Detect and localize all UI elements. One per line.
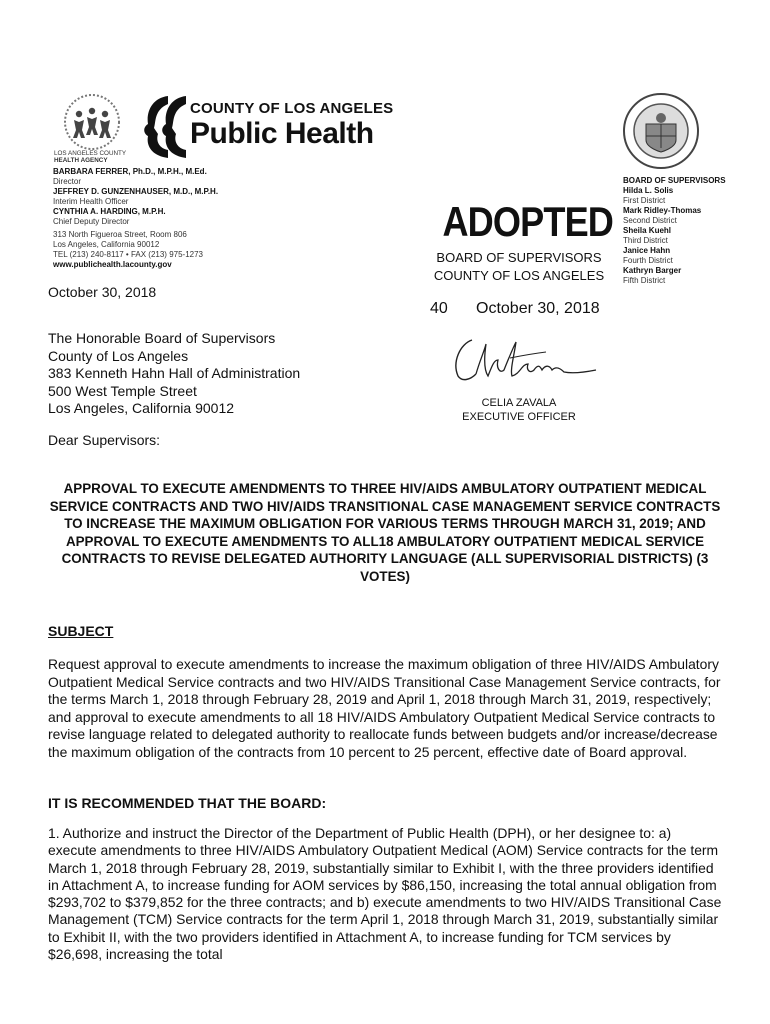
staff-title: Chief Deputy Director bbox=[53, 217, 130, 226]
address-line: The Honorable Board of Supervisors bbox=[48, 330, 276, 346]
supervisor-district: Fourth District bbox=[623, 256, 673, 265]
address-line: County of Los Angeles bbox=[48, 347, 189, 364]
staff-name: JEFFREY D. GUNZENHAUSER, M.D., M.P.H. bbox=[53, 187, 219, 196]
address-line: 313 North Figueroa Street, Room 806 bbox=[53, 230, 187, 239]
letter-heading: APPROVAL TO EXECUTE AMENDMENTS TO THREE HIV/AIDS AMBULATORY OUTPATIENT MEDICAL SERVICE CONTRACTS AND TWO HIV/AIDS TRANSITIONAL CASE MANAGEMENT SERVICE CONTRACTS TO INCREASE THE MAXIMUM OBLIGATION FOR VARIOUS TERMS THROUGH MARCH 31, 2019; AND APPROVAL TO EXECUTE AMENDMENTS TO ALL18 AMBULATORY OUTPATIENT MEDICAL SERVICE CONTRACTS TO REVISE DELEGATED AUTHORITY LANGUAGE (ALL SUPERVISORIAL DISTRICTS) (3 VOTES) bbox=[49, 481, 721, 584]
phone-fax: TEL (213) 240-8117 • FAX (213) 975-1273 bbox=[53, 250, 204, 259]
address-line: Los Angeles, California 90012 bbox=[53, 240, 160, 249]
subject-label: SUBJECT bbox=[48, 623, 114, 639]
executive-officer-name: CELIA ZAVALA bbox=[481, 397, 557, 409]
letter-date: October 30, 2018 bbox=[48, 284, 157, 300]
supervisor-name: Janice Hahn bbox=[623, 246, 671, 255]
department-name: Public Health bbox=[190, 117, 374, 150]
salutation: Dear Supervisors: bbox=[48, 432, 161, 448]
address-line: Los Angeles, California 90012 bbox=[48, 400, 235, 416]
agenda-item-number: 40 bbox=[430, 300, 448, 317]
supervisor-district: First District bbox=[623, 196, 666, 205]
board-roster bbox=[623, 176, 743, 286]
agency-logo-line2: HEALTH AGENCY bbox=[54, 157, 108, 164]
agency-logo-line1: LOS ANGELES COUNTY bbox=[54, 150, 127, 157]
county-seal-icon bbox=[622, 92, 700, 170]
stamp-board-line: BOARD OF SUPERVISORS bbox=[436, 250, 602, 265]
board-heading: BOARD OF SUPERVISORS bbox=[623, 176, 726, 185]
public-health-profiles-icon bbox=[138, 94, 190, 160]
supervisor-district: Second District bbox=[623, 216, 677, 225]
supervisor-name: Hilda L. Solis bbox=[623, 186, 674, 195]
recommendations-label: IT IS RECOMMENDED THAT THE BOARD: bbox=[48, 795, 327, 811]
subject-paragraph: Request approval to execute amendments to increase the maximum obligation of three HIV/AIDS Ambulatory Outpatient Medical Service contracts and two HIV/AIDS Transitional Case Management Service contracts, for the terms March 1, 2018 through February 28, 2019 and April 1, 2018 through March 31, 2019, respectively; and approval to execute amendments to all 18 HIV/AIDS Ambulatory Outpatient Medical Service contracts to revise language related to delegated authority to reallocate funds between budgets and/or increase/decrease the maximum obligation of the contracts from 10 percent to 25 percent, effective date of Board approval. bbox=[48, 656, 721, 760]
supervisor-name: Sheila Kuehl bbox=[623, 226, 672, 235]
adopted-date: October 30, 2018 bbox=[476, 300, 600, 317]
staff-name: CYNTHIA A. HARDING, M.P.H. bbox=[53, 207, 166, 216]
address-line: 383 Kenneth Hahn Hall of Administration bbox=[48, 365, 301, 381]
adopted-stamp: ADOPTED bbox=[442, 198, 614, 245]
staff-title: Interim Health Officer bbox=[53, 197, 129, 206]
executive-officer-title: EXECUTIVE OFFICER bbox=[462, 411, 576, 423]
staff-name: BARBARA FERRER, Ph.D., M.P.H., M.Ed. bbox=[53, 167, 207, 176]
supervisor-name: Mark Ridley-Thomas bbox=[623, 206, 702, 215]
address-line: 500 West Temple Street bbox=[48, 382, 197, 399]
staff-block bbox=[53, 167, 293, 270]
inside-address bbox=[48, 330, 300, 418]
supervisor-name: Kathryn Barger bbox=[623, 266, 682, 275]
county-name: COUNTY OF LOS ANGELES bbox=[190, 100, 394, 117]
recommendation-1: 1. Authorize and instruct the Director of the Department of Public Health (DPH), or her designee to: a) execute amendments to three HIV/AIDS Ambulatory Outpatient Medical (AOM) Service contracts for the term March 1, 2018 through February 28, 2019, substantially similar to Exhibit I, with the three providers identified in Attachment A, to increase funding for AOM services by $86,150, increasing the total annual obligation from $293,702 to $379,852 for the three contracts; and b) execute amendments to two HIV/AIDS Transitional Case Management (TCM) Service contracts for the term April 1, 2018 through March 31, 2019, substantially similar to Exhibit II, with the two providers identified in Attachment A, to increase funding for TCM services by $26,698, increasing the total bbox=[48, 825, 722, 963]
website-link[interactable]: www.publichealth.lacounty.gov bbox=[53, 260, 172, 269]
staff-title: Director bbox=[53, 177, 82, 186]
supervisor-district: Third District bbox=[623, 236, 668, 245]
handwritten-signature bbox=[450, 330, 600, 392]
supervisor-district: Fifth District bbox=[623, 276, 666, 285]
health-agency-logo bbox=[52, 92, 132, 164]
stamp-county-line: COUNTY OF LOS ANGELES bbox=[433, 268, 605, 283]
